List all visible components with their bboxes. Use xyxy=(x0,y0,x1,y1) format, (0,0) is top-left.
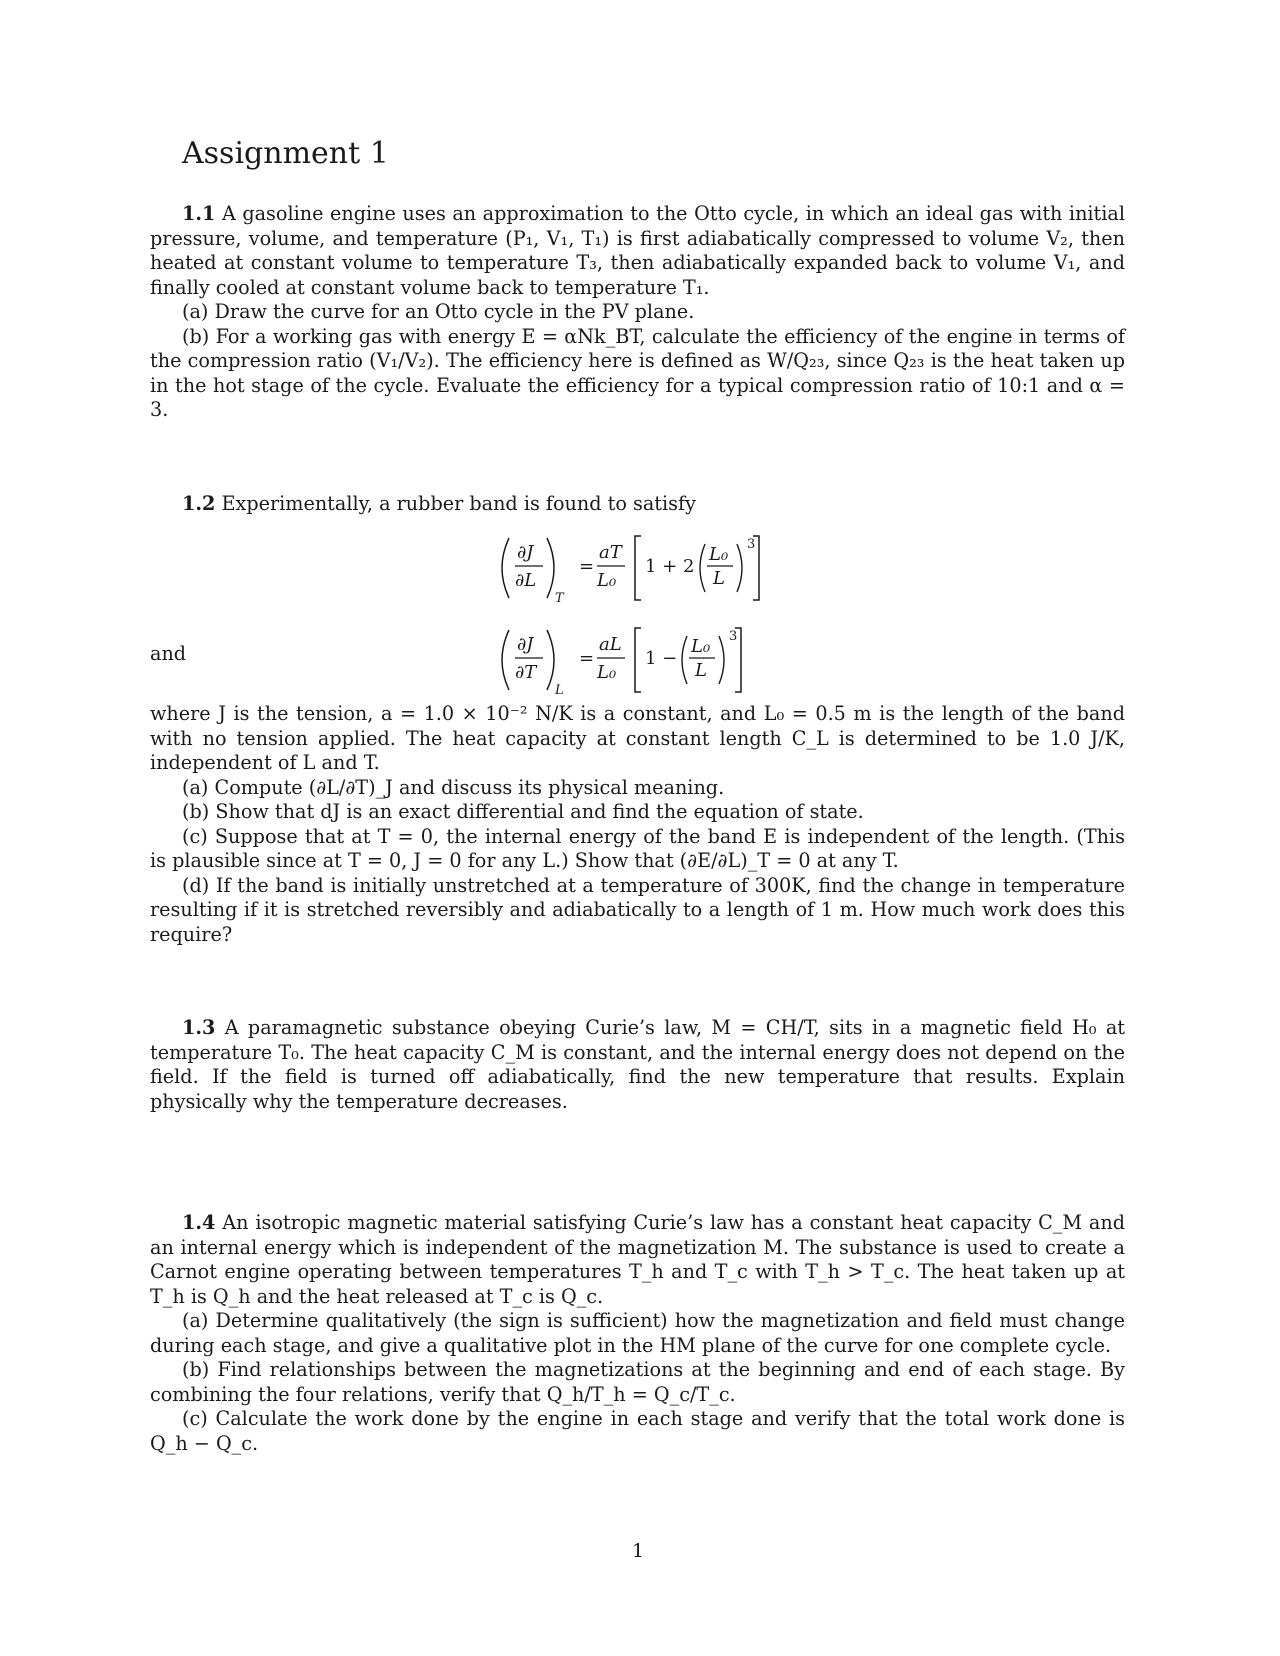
inner-numerator: L₀ xyxy=(709,544,729,565)
lhs-numerator: ∂J xyxy=(517,634,534,655)
problem-text: An isotropic magnetic material satisfying Curie’s law has a constant heat capacity C_M and an internal energy which is independent of the magnetization M. The substance is used to create a Carnot engine operating between temperatures T_h and T_c with T_h > T_c. The heat taken up at T_h is Q_h and the heat released at T_c is Q_c. xyxy=(150,1211,1125,1308)
equation-2 xyxy=(495,626,785,701)
problem-part: (b) Find relationships between the magnetizations at the beginning and end of each stage. By combining the four relations, verify that Q_h/T_h = Q_c/T_c. xyxy=(150,1358,1125,1406)
inner-numerator: L₀ xyxy=(691,636,711,657)
bracket-lead: 1 + 2 xyxy=(645,556,695,577)
equation-1 xyxy=(495,534,785,609)
equation-2-graphic xyxy=(495,626,785,696)
problem-number: 1.4 xyxy=(182,1211,216,1234)
rhs-denominator: L₀ xyxy=(597,662,617,683)
problem-1-2-intro xyxy=(150,492,1125,517)
power: 3 xyxy=(747,537,756,552)
problem-part: (c) Calculate the work done by the engine in each stage and verify that the total work done is Q_h − Q_c. xyxy=(150,1407,1125,1455)
rhs-numerator: aT xyxy=(599,542,622,563)
problem-part: (a) Compute (∂L/∂T)_J and discuss its physical meaning. xyxy=(182,775,725,799)
problem-number: 1.3 xyxy=(182,1016,216,1039)
lhs-denominator: ∂T xyxy=(515,662,537,683)
lhs-numerator: ∂J xyxy=(517,542,534,563)
page-number: 1 xyxy=(632,1540,645,1562)
svg-text:=: = xyxy=(579,648,595,669)
problem-part: (a) Draw the curve for an Otto cycle in the PV plane. xyxy=(182,300,695,323)
problem-part: (b) Show that dJ is an exact differential and find the equation of state. xyxy=(182,800,864,823)
page-title: Assignment 1 xyxy=(182,136,389,171)
problem-number: 1.1 xyxy=(182,202,216,225)
problem-text: A paramagnetic substance obeying Curie’s law, M = CH/T, sits in a magnetic field H₀ at temperature T₀. The heat capacity C_M is constant, and the internal energy does not depend on the field. If the field is turned off adiabatically, find the new temperature that results. Explain physically why the temperature decreases. xyxy=(150,1016,1125,1113)
problem-part: (a) Determine qualitatively (the sign is sufficient) how the magnetization and field must change during each stage, and give a qualitative plot in the HM plane of the curve for one complete cycle. xyxy=(150,1309,1125,1357)
problem-part: (d) If the band is initially unstretched at a temperature of 300K, find the change in temperature resulting if it is stretched reversibly and adiabatically to a length of 1 m. How much work does this require? xyxy=(150,873,1125,946)
connector-and: and xyxy=(150,642,187,665)
power: 3 xyxy=(729,629,738,644)
problem-text: where J is the tension, a = 1.0 × 10⁻² N/K is a constant, and L₀ = 0.5 m is the length of the band with no tension applied. The heat capacity at constant length C_L is determined to be 1.0 J/K, independent of L and T. xyxy=(150,702,1125,774)
problem-number: 1.2 xyxy=(182,492,216,515)
rhs-numerator: aL xyxy=(599,634,622,655)
equation-1-graphic xyxy=(495,534,785,604)
inner-denominator: L xyxy=(713,568,725,589)
problem-part: (b) For a working gas with energy E = αNk_BT, calculate the efficiency of the engine in terms of the compression ratio (V₁/V₂). The efficiency here is defined as W/Q₂₃, since Q₂₃ is the heat taken up in the hot stage of the cycle. Evaluate the efficiency for a typical compression ratio of 10:1 and α = 3. xyxy=(150,324,1125,421)
problem-1-3 xyxy=(150,1016,1125,1114)
problem-1-4 xyxy=(150,1211,1125,1456)
lhs-subscript: L xyxy=(555,683,564,698)
inner-denominator: L xyxy=(695,660,707,681)
problem-1-2-body xyxy=(150,702,1125,947)
problem-text: Experimentally, a rubber band is found to satisfy xyxy=(221,492,696,515)
bracket-lead: 1 − xyxy=(645,648,678,669)
lhs-denominator: ∂L xyxy=(515,570,537,591)
svg-text:=: = xyxy=(579,556,595,577)
problem-1-1 xyxy=(150,202,1125,423)
problem-text: A gasoline engine uses an approximation to the Otto cycle, in which an ideal gas with initial pressure, volume, and temperature (P₁, V₁, T₁) is first adiabatically compressed to volume V₂, then heated at constant volume to temperature T₃, then adiabatically expanded back to volume V₁, and finally cooled at constant volume back to temperature T₁. xyxy=(150,202,1125,299)
rhs-denominator: L₀ xyxy=(597,570,617,591)
lhs-subscript: T xyxy=(555,591,564,606)
problem-part: (c) Suppose that at T = 0, the internal energy of the band E is independent of the length. (This is plausible since at T = 0, J = 0 for any L.) Show that (∂E/∂L)_T = 0 at any T. xyxy=(150,824,1125,872)
